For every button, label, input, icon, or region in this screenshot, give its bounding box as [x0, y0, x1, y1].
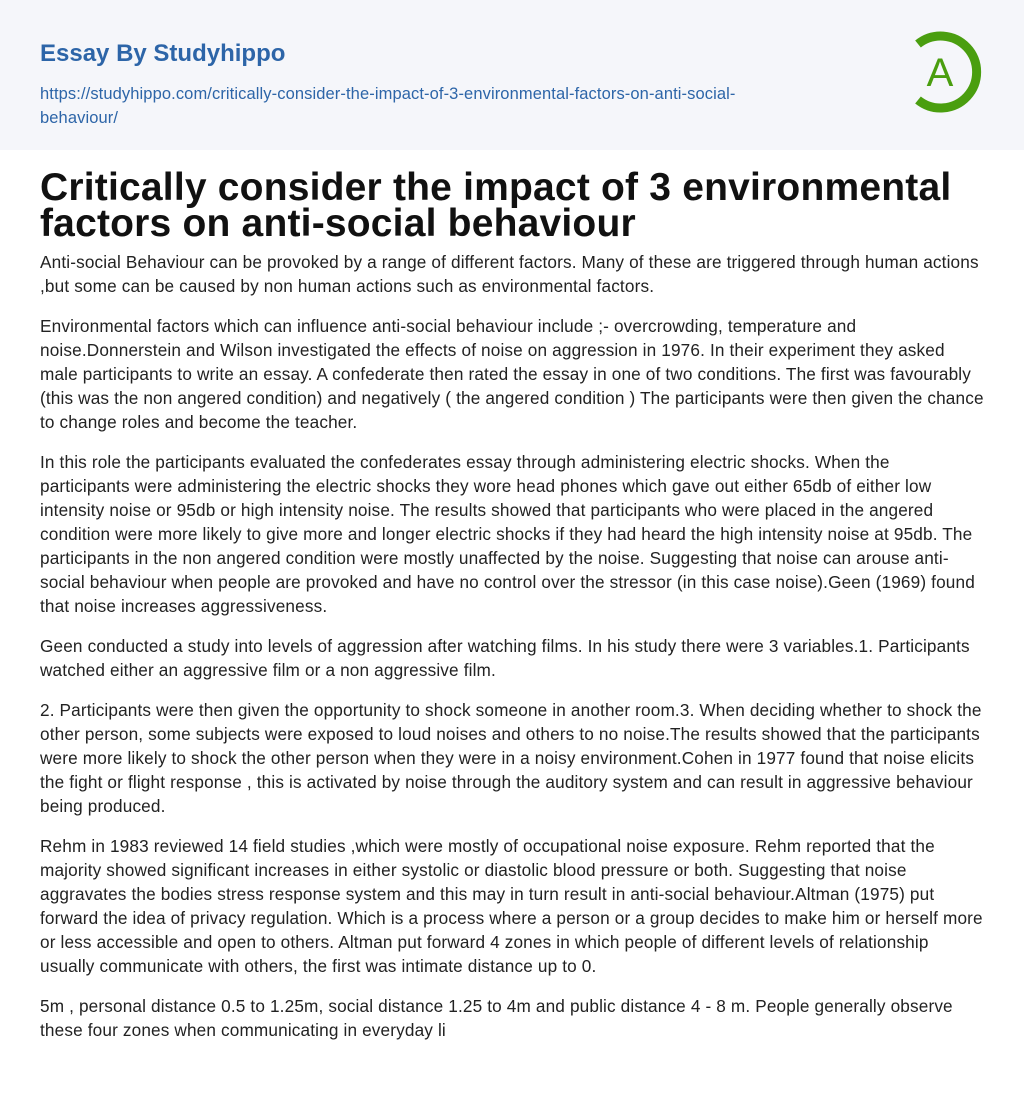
brand-title: Essay By Studyhippo — [40, 40, 286, 67]
essay-paragraph: Anti-social Behaviour can be provoked by a range of different factors. Many of these are triggered through human actions ,but some can be caused by non human actions such as environmental factors. — [40, 252, 979, 296]
studyhippo-logo-icon — [906, 30, 986, 114]
essay-paragraph: Rehm in 1983 reviewed 14 field studies ,which were mostly of occupational noise exposure. Rehm reported that the majority showed significant increases in either systolic or diastolic blood pressure or both. Suggesting that noise aggravates the bodies stress response system and this may in turn result in anti-social behaviour.Altman (1975) put forward the idea of privacy regulation. Which is a process where a person or a group decides to make him or herself more or less accessible and open to others. Altman put forward 4 zones in which people of different levels of relationship usually communicate with others, the first was intimate distance up to 0. — [40, 836, 983, 976]
source-url-link[interactable]: https://studyhippo.com/critically-consider-the-impact-of-3-environmental-factors-on-anti-social-behaviour/ — [40, 85, 736, 127]
essay-paragraph: Environmental factors which can influence anti-social behaviour include ;- overcrowding, temperature and noise.Donnerstein and Wilson investigated the effects of noise on aggression in 1976. In their experiment they asked male participants to write an essay. A confederate then rated the essay in one of two conditions. The first was favourably (this was the non angered condition) and negatively ( the angered condition ) The participants were then given the chance to change roles and become the teacher. — [40, 316, 984, 432]
essay-title: Critically consider the impact of 3 environmental factors on anti-social behaviour — [40, 166, 952, 245]
logo-letter: A — [926, 51, 954, 95]
essay-paragraph: 2. Participants were then given the opportunity to shock someone in another room.3. When deciding whether to shock the other person, some subjects were exposed to loud noises and others to no noise.The results showed that the participants were more likely to shock the other person when they were in a noisy environment.Cohen in 1977 found that noise elicits the fight or flight response , this is activated by noise through the auditory system and can result in aggressive behaviour being produced. — [40, 700, 982, 816]
essay-content — [0, 166, 1024, 1042]
essay-paragraph: Geen conducted a study into levels of aggression after watching films. In his study there were 3 variables.1. Participants watched either an aggressive film or a non aggressive film. — [40, 636, 970, 680]
site-header — [0, 0, 1024, 150]
essay-paragraph: In this role the participants evaluated the confederates essay through administering electric shocks. When the participants were administering the electric shocks they wore head phones which gave out either 65db of either low intensity noise or 95db or high intensity noise. The results showed that participants who were placed in the angered condition were more likely to give more and longer electric shocks if they had heard the high intensity noise at 95db. The participants in the non angered condition were mostly unaffected by the noise. Suggesting that noise can arouse anti-social behaviour when people are provoked and have no control over the stressor (in this case noise).Geen (1969) found that noise increases aggressiveness. — [40, 452, 975, 616]
essay-paragraph: 5m , personal distance 0.5 to 1.25m, social distance 1.25 to 4m and public distance 4 - 8 m. People generally observe these four zones when communicating in everyday li — [40, 996, 953, 1040]
